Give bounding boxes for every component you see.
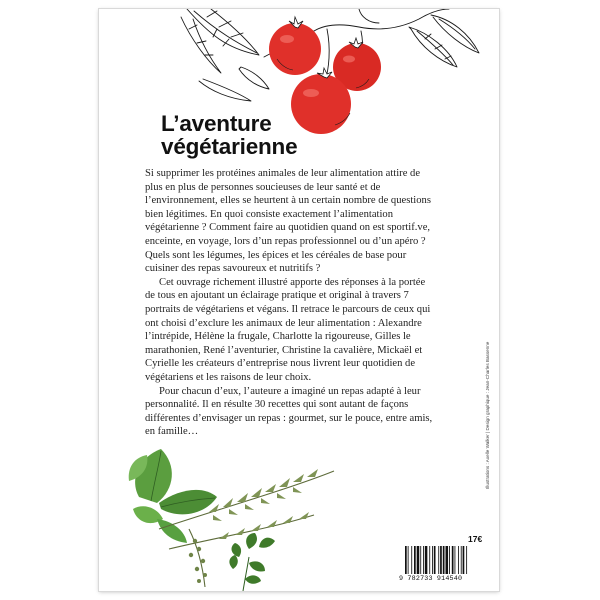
book-title [161, 112, 297, 158]
title-line-2: végétarienne [161, 134, 298, 159]
tomato-illustration [99, 9, 499, 139]
book-back-cover [99, 9, 499, 591]
barcode-block [399, 546, 489, 583]
price-label: 17€ [468, 534, 483, 544]
isbn-number: 9 782733 914540 [399, 575, 463, 583]
blurb-paragraph-2: Cet ouvrage richement illustré apporte des réponses à la portée de tous en ajoutant un éclairage pratique et original à travers 7 portraits de végétariens et végans. Il retrace le parcours de ceux qui ont choisi d’exclure les animaux de leur alimentation : Alexandre l’intrépide, Hélène la frugale, Charlotte la rigoureuse, Gilles le marathonien, René l’aventurier, Christine la cavalière, Mickaël et Cyrielle les créateurs d’entreprise nous livrent leur quotidien de végétariens et les raisons de leur choix. [145, 276, 431, 383]
blurb-text [145, 167, 435, 439]
credits-text: Illustrations : Axelle Walker | Design graphique : Jean-Charles Bassenne [485, 341, 490, 489]
barcode-icon [405, 546, 485, 574]
title-line-1: L’aventure [161, 111, 272, 136]
blurb-paragraph-3: Pour chacun d’eux, l’auteure a imaginé un repas adapté à leur personnalité. Il en résulte 30 recettes qui sont autant de façons différentes d’envisager un repas : gourmet, sur le pouce, entre amis, en famille… [145, 385, 433, 438]
blurb-paragraph-1: Si supprimer les protéines animales de leur alimentation attire de plus en plus de personnes soucieuses de leur santé et de l’environnement, elles se heurtent à un certain nombre de questions bien légitimes. En quoi consiste exactement l’alimentation végétarienne ? Comment faire au quotidien quand on est sportif.ve, enceinte, en voyage, lors d’un repas professionnel ou d’un apéro ? Quels sont les légumes, les épices et les céréales de base pour cuisiner des repas savoureux et nutritifs ? [145, 168, 431, 275]
